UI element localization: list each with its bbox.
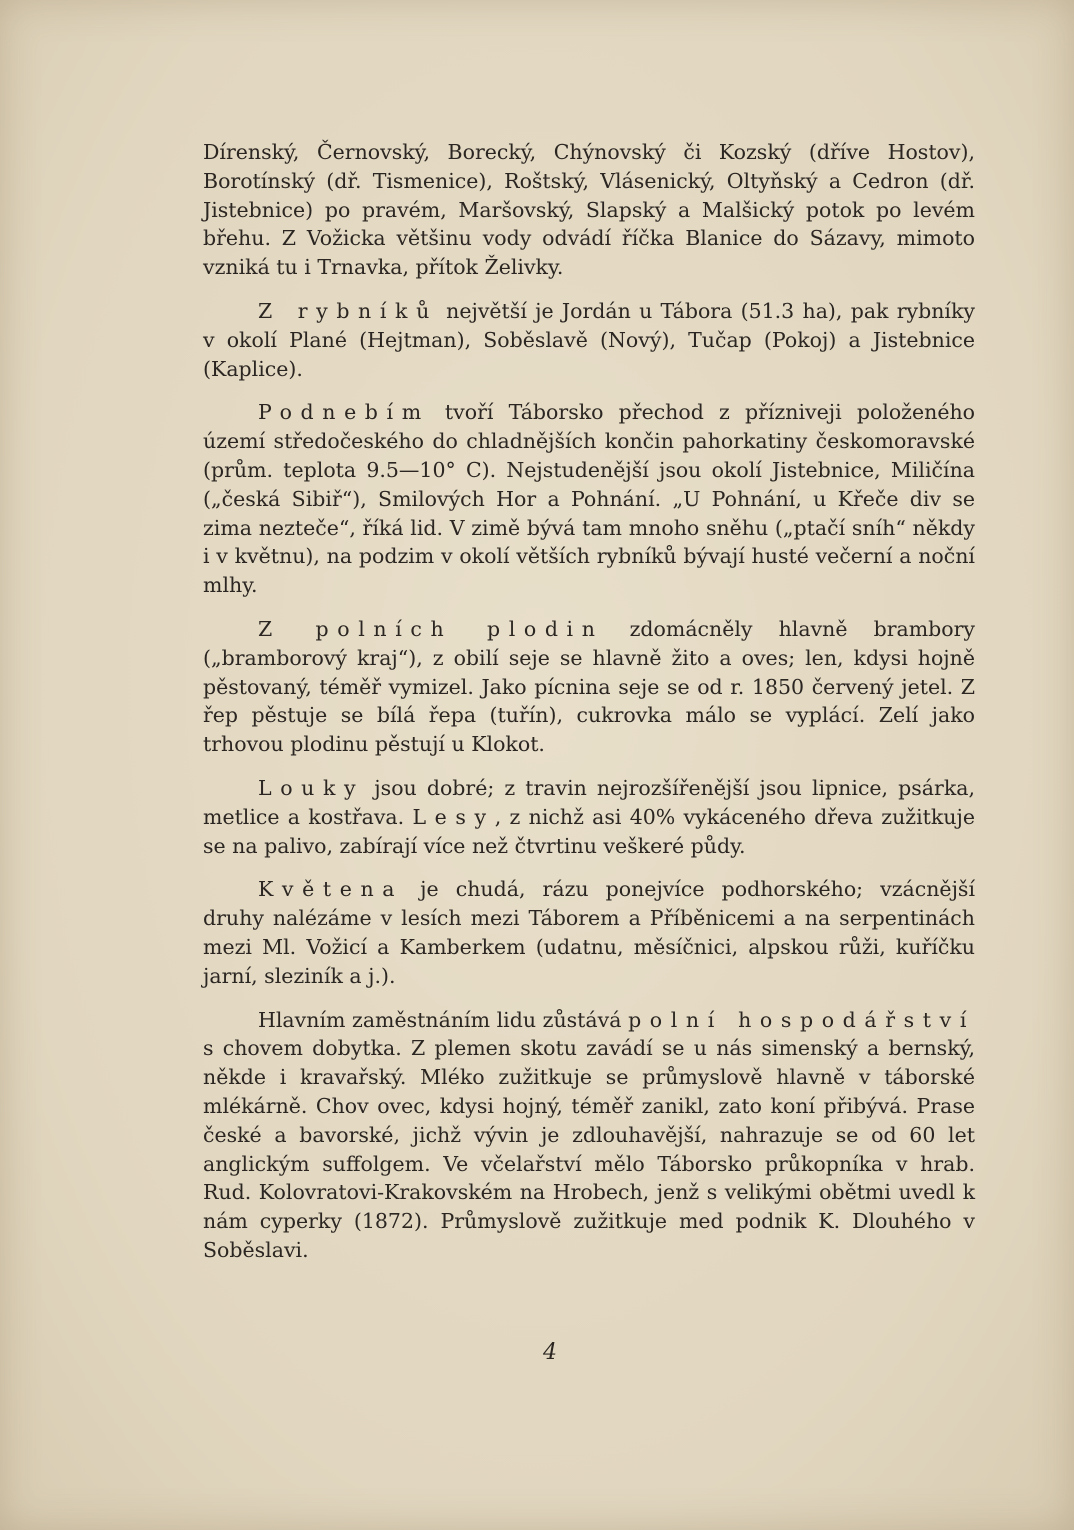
paragraph-text: s chovem dobytka. Z plemen skotu zavádí se u nás simenský a bernský, někde i kravařský. Mléko zužitkuje se průmyslově hlavně v táborské mlékárně. Chov ovec, kdysi hojný, téměř zanikl, zato koní přibývá. Prase české a bavorské, jichž vývin je zdlouhavější, nahrazuje se od 60 let anglickým suffolgem. Ve včelařství mělo Táborsko průkopníka v hrab. Rud. Kolovratovi-Krakovském na Hrobech, jenž s velikými obětmi uvedl k nám cyperky (1872). Průmyslově zužitkuje med podnik K. Dlouhého v Soběslavi. [203,1036,975,1262]
emphasized-term: Louky [258,775,365,800]
emphasized-term: Podnebím [258,400,430,425]
emphasized-term: Z rybníků [258,298,438,323]
emphasized-term: Květena [258,877,404,902]
paragraph-climate [203,398,975,600]
paragraph-text: jsou dobré; z travin nejrozšířenější jsou lipnice, psárka, metlice a kostřava. [203,775,975,829]
page-number: 4 [543,1340,557,1365]
paragraph-text: je chudá, rázu ponejvíce podhorského; vzácnější druhy nalézáme v lesích mezi Táborem a Příběnicemi a na serpentinách mezi Ml. Vožicí a Kamberkem (udatnu, měsíčnici, alpskou růži, kuříčku jarní, sleziník a j.). [203,877,975,988]
paragraph-agriculture [203,1006,975,1265]
paragraph-text: tvoří Táborsko přechod z přízniveji položeného území středočeského do chladnějších končin pahorkatiny českomoravské (prům. teplota 9.5—10° C). Nejstudenější jsou okolí Jistebnice, Miličína („česká Sibiř“), Smilových Hor a Pohnání. „U Pohnání, u Křeče div se zima nezteče“, říká lid. V zimě bývá tam mnoho sněhu („ptačí sníh“ někdy i v květnu), na podzim v okolí větších rybníků bývají husté večerní a noční mlhy. [203,400,975,598]
paragraph-crops [203,615,975,759]
body-text [203,138,975,1265]
paragraph-text: zdomácněly hlavně brambory („bramborový kraj“), z obilí seje se hlavně žito a oves; len, kdysi hojně pěstovaný, téměř vymizel. Jako pícnina seje se od r. 1850 červený jetel. Z řep pěstuje se bílá řepa (tuřín), cukrovka málo se vyplácí. Zelí jako trhovou plodinu pěstují u Klokot. [203,616,975,757]
paragraph-text: Hlavním zaměstnáním lidu zůstává [258,1007,629,1032]
emphasized-term: polní hospodářství [628,1007,975,1032]
paragraph-ponds [203,297,975,383]
paragraph-meadows-forests [203,774,975,860]
paragraph-flora [203,875,975,990]
emphasized-term: Z polních plodin [258,616,604,641]
emphasized-term: Lesy [412,804,495,829]
paragraph-text: , z nichž asi 40% vykáceného dřeva zužitkuje se na palivo, zabírají více než čtvrtinu veškeré půdy. [203,804,975,858]
paragraph-text: největší je Jordán u Tábora (51.3 ha), pak rybníky v okolí Plané (Hejtman), Soběslavě (Nový), Tučap (Pokoj) a Jistebnice (Kaplice). [203,298,975,381]
paragraph-text: Dírenský, Černovský, Borecký, Chýnovský či Kozský (dříve Hostov), Borotínský (dř. Tismenice), Roštský, Vlásenický, Oltyňský a Cedron (dř. Jistebnice) po pravém, Maršovský, Slapský a Malšický potok po levém břehu. Z Vožicka většinu vody odvádí říčka Blanice do Sázavy, mimoto vzniká tu i Trnavka, přítok Želivky. [203,140,975,280]
paragraph-rivers [203,138,975,282]
